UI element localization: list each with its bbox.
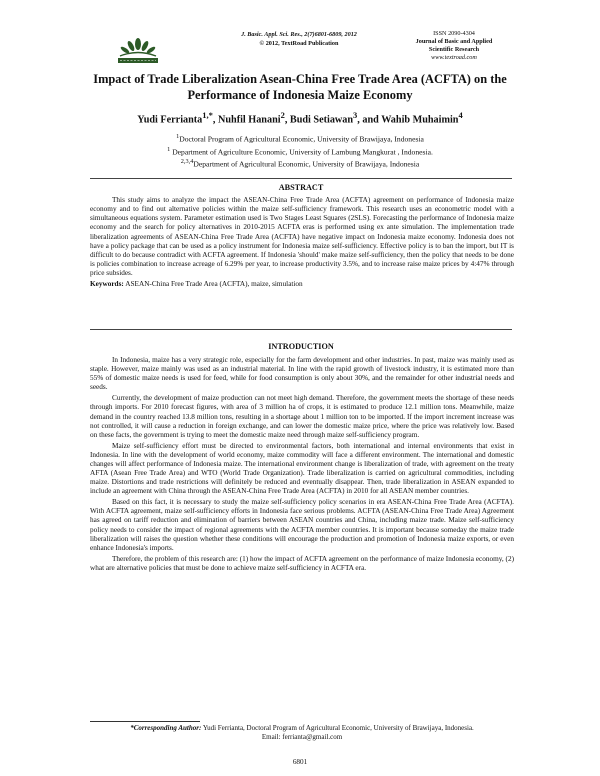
paragraph: Currently, the development of maize production can not meet high demand. Therefore, the government meets the shortage of these needs through imports. For 2010 forecast figures, with area of 3 million ha of crops, it is estimated to produce 12.1 million tons. Meanwhile, maize demand in the country reached 13.8 million tons, resulting in a shortage about 1 million ton to be imported. If the import increment increase was not controlled, it will cause a reduction in foreign exchange, and can lower the domestic maize price, where the price was relatively low. Based on these facts, the government is trying to meet the domestic maize need through maize self-sufficiency program. bbox=[90, 394, 514, 439]
author-sup: 2 bbox=[280, 110, 285, 120]
abstract-heading: ABSTRACT bbox=[278, 183, 324, 192]
journal-citation: J. Basic. Appl. Sci. Res., 2(7)6801-6809, 2012 bbox=[241, 31, 357, 38]
copyright-line: © 2012, TextRoad Publication bbox=[259, 40, 339, 47]
paragraph: Therefore, the problem of this research are: (1) how the impact of ACFTA agreement on the performance of maize Indonesia economy, (2) what are alternative policies that must be done to achieve maize self-sufficiency in ACFTA era. bbox=[90, 554, 514, 572]
paragraph: In Indonesia, maize has a very strategic role, especially for the farm development and other industries. In past, maize was mainly used as staple. However, maize mainly was used as an industrial material. In line with the rapid growth of livestock industry, it is estimated more than 55% of domestic maize needs is used for feed, while for food consumption is only about 30%, and the remainder for other industrial needs and seeds. bbox=[90, 356, 514, 392]
keywords-label: Keywords: bbox=[90, 280, 124, 288]
divider-bottom bbox=[90, 329, 512, 330]
introduction-heading: INTRODUCTION bbox=[268, 342, 334, 351]
affiliation: $^1$ Department of Agriculture Economic, University of Lambung Mangkurat , Indonesia. bbox=[167, 145, 433, 157]
affiliations bbox=[76, 132, 524, 170]
paragraph: Based on this fact, it is necessary to study the maize self-sufficiency policy scenarios in era ASEAN-China Free Trade Area (ACFTA). With ACFTA agreement, maize self-sufficiency efforts in Indonesia face serious problems. ACFTA (ASEAN-China Free Trade Area) Agreement has agreed on tariff reduction and elimination of barriers between ASEAN countries and China, including maize trade. Maize self-sufficiency policy needs to consider the impact of regional agreements with the ACFTA member countries. It is important because someday the maize trade liberalization will raises the question whether these conditions will encourage the production and promotion of Indonesia maize exports, or even enhance Indonesia's imports. bbox=[90, 498, 514, 552]
affiliation: $^{2,3,4}$Department of Agricultural Economic, University of Brawijaya, Indonesia bbox=[180, 158, 420, 169]
affiliation: $^1$Doctoral Program of Agricultural Economic, University of Brawijaya, Indonesia bbox=[176, 133, 424, 144]
paragraph: Maize self-sufficiency effort must be directed to environmental factors, both international and internal environments that exist in Indonesia. In line with the development of world economy, maize commodity will face a different environment. The international and domestic changes will affect performance of Indonesia maize. The international environment change is liberalization of trade, with agreement on the treaty AFTA (Asean Free Trade Area) and WTO (World Trade Organization). Trade liberalization is carried on agricultural commodities, including maize. Distortions and trade restrictions will definitely be reduced and eventually disappear. Then, trade liberalization in ASEAN expanded to include an agreement with China through the ASEAN-China Free Trade Area (ACFTA) in 2010 for all ASEAN member countries. bbox=[90, 441, 514, 496]
footnote-label: *Corresponding Author: bbox=[130, 724, 202, 732]
abstract-section bbox=[90, 196, 514, 291]
footnote-text: Yudi Ferrianta, Doctoral Program of Agricultural Economic, University of Brawijaya, Indonesia. bbox=[202, 724, 474, 732]
journal-citation-block bbox=[204, 30, 394, 48]
footnote-rule bbox=[90, 721, 200, 722]
corresponding-author-footnote bbox=[90, 724, 514, 742]
author-list: Yudi Ferrianta$^{1,*}$, Nuhfil Hanani$^2$, Budi Setiawan$^3$, and Wahib Muhaimin$^4$ bbox=[137, 110, 463, 126]
author-email: Email: ferrianta@gmail.com bbox=[261, 733, 343, 741]
keywords-line bbox=[90, 280, 514, 289]
journal-name-line1: Journal of Basic and Applied bbox=[415, 38, 493, 45]
author-sup: 3 bbox=[353, 110, 358, 120]
author-name: Yudi Ferrianta bbox=[137, 114, 203, 126]
abstract-text: This study aims to analyze the impact the ASEAN-China Free Trade Area (ACFTA) agreement on performance of Indonesia maize economy and to find out alternative policies within the maize self-sufficiency framework. This research uses an econometric model with a simultaneous equations system. Parameter estimation used is Two Stages Least Squares (2SLS). Forecasting the performance of Indonesia maize economy and the search for policy alternatives in 2010-2015 ACFTA eras is performed using ex ante simulation. The implementation trade liberalization agreements of ASEAN-China Free Trade Area (ACFTA) have negative impact on Indonesia maize economy. Indonesia does not have a policy package that can be used as a policy instrument for Indonesia maize self-sufficiency. Effective policy is to ban the import, but IT is difficult to do because contradict with ACFTA agreement. If Indonesia 'should' make maize self-sufficiency, then the policy that needs to be done is policies combination to increase acreage of 6.29% per year, to increase productivity 3.5%, and to increase raise maize prices by 4:47% through price subsides. bbox=[90, 196, 514, 278]
author-sup: 4 bbox=[458, 110, 463, 120]
author-name: Nuhfil Hanani bbox=[218, 114, 281, 126]
divider-top bbox=[90, 178, 512, 179]
issn: ISSN 2090-4304 bbox=[433, 30, 475, 37]
page-number: 6801 bbox=[292, 758, 308, 766]
textroad-logo-icon bbox=[112, 34, 164, 68]
journal-name-line2: Scientific Research bbox=[428, 46, 480, 53]
journal-info-block bbox=[396, 30, 512, 62]
author-name: Budi Setiawan bbox=[289, 114, 354, 126]
journal-url: www.textroad.com bbox=[431, 54, 477, 61]
author-sup: 1,* bbox=[202, 110, 213, 120]
introduction-section bbox=[90, 356, 514, 575]
paper-title: Impact of Trade Liberalization Asean-China Free Trade Area (ACFTA) on the Performance of Indonesia Maize Economy bbox=[93, 72, 507, 102]
author-name: Wahib Muhaimin bbox=[381, 114, 459, 126]
journal-header bbox=[84, 30, 510, 70]
keywords-text: ASEAN-China Free Trade Area (ACFTA), maize, simulation bbox=[125, 280, 303, 288]
